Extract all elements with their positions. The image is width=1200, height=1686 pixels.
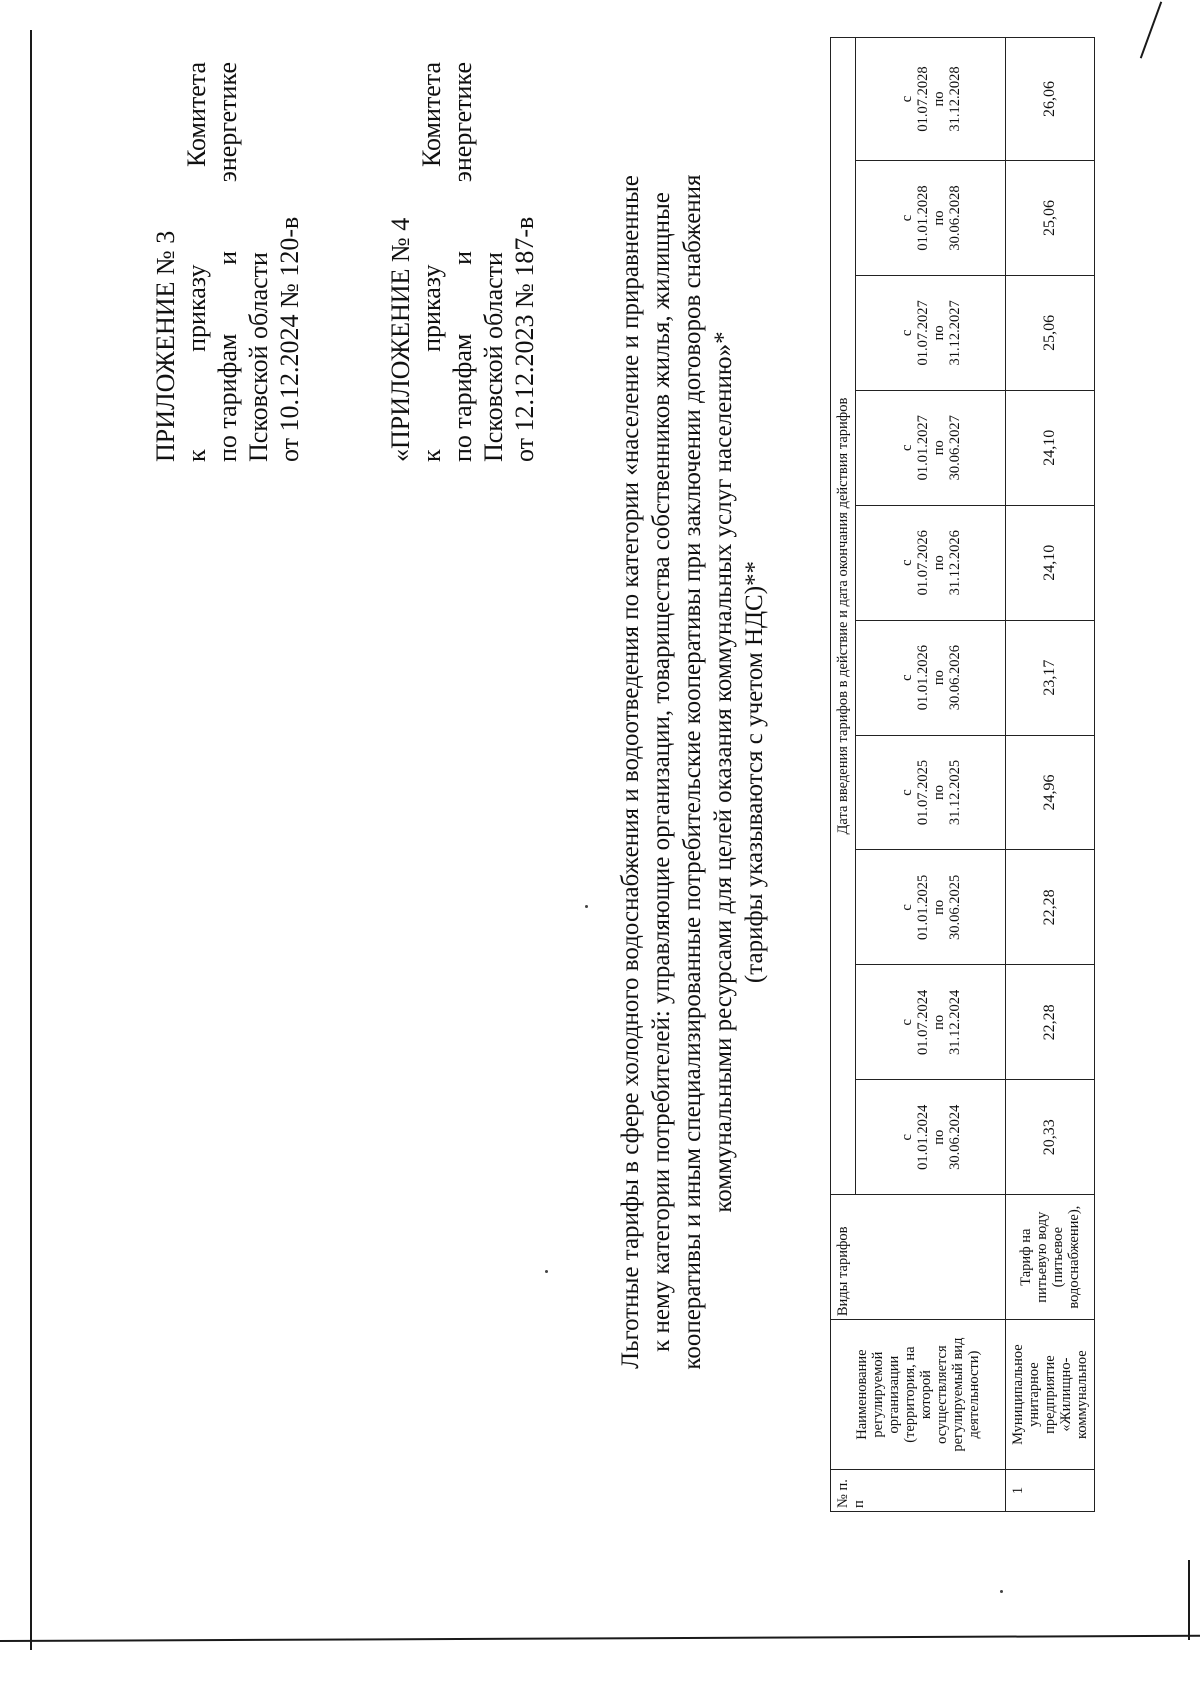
period-to: по [930,440,947,456]
period-from: с [898,674,915,681]
appendix-3-title: ПРИЛОЖЕНИЕ № 3 [151,230,180,462]
period-end: 31.12.2026 [946,530,963,596]
appendix-3-word: приказу [182,264,211,352]
appendix-3-order-date: от 10.12.2024 № 120-в [275,216,304,462]
row-tariff-kind: Тариф на питьевую воду (питьевое водоснабжение), [1006,1195,1095,1320]
appendix-3-word: по тарифам [213,333,242,462]
period-start: 01.01.2025 [914,874,931,941]
period-start: 01.07.2028 [914,66,931,132]
tariff-value: 24,96 [1006,735,1095,850]
period-from: с [898,559,915,566]
period-from: с [898,1134,915,1141]
period-to: по [930,325,947,341]
appendix-4-line3 [447,62,478,462]
appendix-4-header [385,62,540,462]
appendix-4-word: по тарифам [448,333,477,462]
vat-note: (тарифы указываются с учетом НДС)** [741,560,768,984]
row-number: 1 [1006,1470,1095,1512]
period-cell [856,1080,1006,1195]
period-cell [856,620,1006,735]
rotated-document-page [40,0,1180,1552]
period-start: 01.01.2028 [914,185,931,251]
period-end: 30.06.2027 [946,415,963,481]
description-line: к нему категории потребителей: управляющие организации, товарищества собственников жилья, жилищные [648,192,675,1352]
appendix-3-word: к [182,449,211,462]
description-line: кооперативы и иным специализированные потребительские кооперативы при заключении договоров снабжения [679,174,706,1370]
period-cell [856,965,1006,1080]
tariff-value: 24,10 [1006,390,1095,505]
header-tariff-kind: Виды тарифов [831,1195,1006,1320]
period-from: с [898,1019,915,1026]
period-end: 30.06.2024 [946,1104,963,1170]
description-line: Льготные тарифы в сфере холодного водоснабжения и водоотведения по категории «население и приравненные [617,175,644,1369]
period-cell [856,275,1006,390]
scan-speck [545,1270,548,1273]
period-start: 01.07.2024 [914,989,931,1055]
period-start: 01.01.2027 [914,415,931,481]
period-end: 30.06.2026 [946,644,963,711]
period-start: 01.07.2025 [914,759,931,826]
appendix-4-word: и [448,250,477,265]
scan-edge-bottom [0,1635,1200,1642]
period-to: по [930,1014,947,1030]
period-to: по [930,670,947,686]
period-to: по [930,899,947,915]
period-from: с [898,444,915,451]
appendix-4-word: приказу [417,264,446,352]
period-cell [856,38,1006,161]
period-to: по [930,210,947,226]
period-end: 31.12.2025 [946,759,963,826]
tariff-value: 22,28 [1006,965,1095,1080]
appendix-3-line2 [181,62,212,462]
period-to: по [930,785,947,801]
header-number: № п. п [831,1470,1006,1512]
period-cell [856,850,1006,965]
table-row [1006,38,1095,1512]
tariff-description [615,32,770,1512]
tariff-value: 22,28 [1006,850,1095,965]
appendix-3-region: Псковской области [244,252,273,462]
appendix-3-word: энергетике [213,62,242,183]
scan-speck [1000,1590,1003,1593]
period-from: с [898,214,915,222]
tariff-value: 23,17 [1006,620,1095,735]
period-cell [856,735,1006,850]
appendix-4-word: к [417,449,446,462]
description-line: коммунальными ресурсами для целей оказания коммунальных услуг населению»* [710,331,737,1213]
period-to: по [930,555,947,571]
tariff-value: 25,06 [1006,161,1095,276]
appendix-4-word: энергетике [448,62,477,183]
appendix-4-region: Псковской области [479,252,508,462]
appendix-4-order-date: от 12.12.2023 № 187-в [510,216,539,462]
appendix-3-word: Комитета [182,62,211,168]
header-organization: Наименование регулируемой организации (территория, на которой осуществляется регулируемый вид деятельности) [831,1320,1006,1470]
period-start: 01.07.2026 [914,530,931,596]
period-end: 30.06.2025 [946,874,963,941]
period-from: с [898,904,915,911]
period-end: 31.12.2027 [946,300,963,366]
period-cell [856,505,1006,620]
period-end: 31.12.2028 [946,66,963,132]
period-from: с [898,95,915,103]
tariff-value: 20,33 [1006,1080,1095,1195]
appendix-3-header [150,62,305,462]
appendix-4-word: Комитета [417,62,446,168]
period-from: с [898,789,915,796]
tariff-value: 24,10 [1006,505,1095,620]
tariff-value: 26,06 [1006,38,1095,161]
row-organization: Муниципальное унитарное предприятие «Жилищно- коммунальное [1006,1320,1095,1470]
period-start: 01.01.2026 [914,644,931,711]
scan-edge-left [30,30,32,1650]
period-end: 31.12.2024 [946,989,963,1055]
period-start: 01.01.2024 [914,1104,931,1170]
tariff-value: 25,06 [1006,275,1095,390]
appendix-4-line2 [416,62,447,462]
period-to: по [930,1129,947,1145]
period-to: по [930,91,947,107]
appendix-3-line3 [212,62,243,462]
appendix-4-title: «ПРИЛОЖЕНИЕ № 4 [386,217,415,462]
period-from: с [898,329,915,337]
appendix-3-word: и [213,250,242,265]
tariff-table [830,37,1095,1512]
table-header-row [831,38,856,1512]
scan-edge-right-lower [1188,1560,1190,1640]
period-cell [856,161,1006,276]
period-start: 01.07.2027 [914,300,931,366]
scan-speck [585,905,588,908]
header-dates: Дата введения тарифов в действие и дата окончания действия тарифов [831,38,856,1195]
period-end: 30.06.2028 [946,185,963,251]
period-cell [856,390,1006,505]
